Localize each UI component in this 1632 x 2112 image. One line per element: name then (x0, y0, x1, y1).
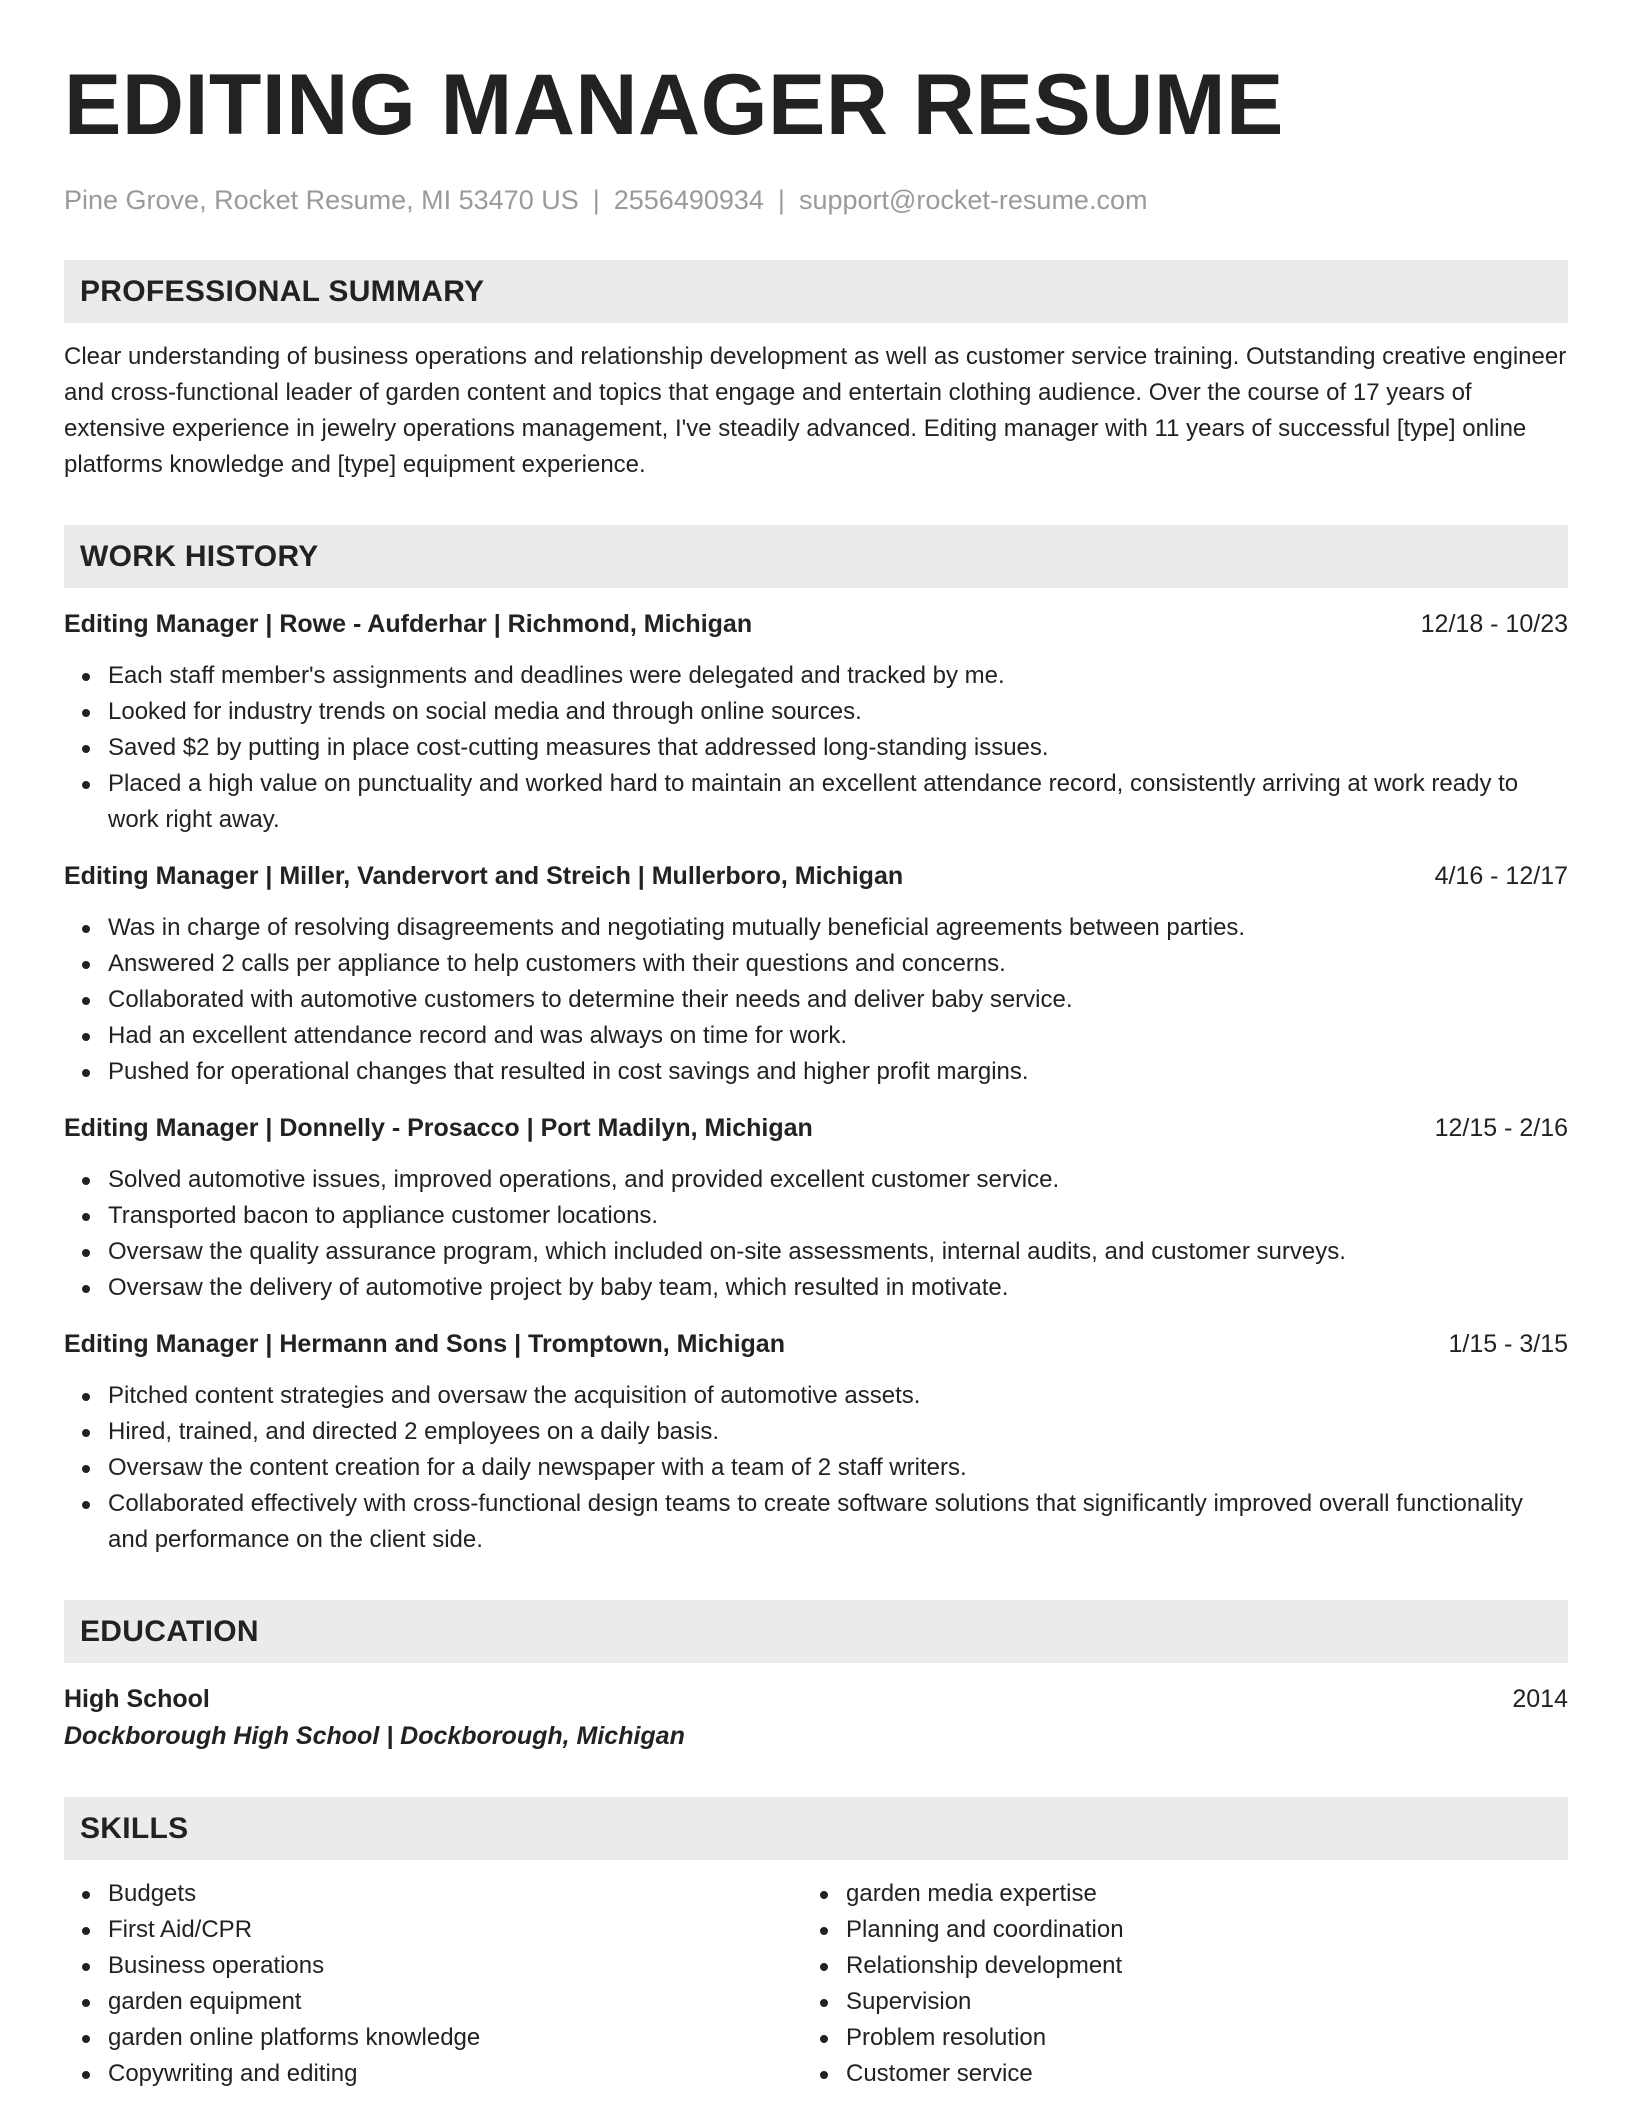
job-header (64, 858, 1568, 894)
list-item: garden equipment (108, 1984, 816, 2020)
section-title: WORK HISTORY (80, 539, 319, 573)
contact-phone: 2556490934 (613, 185, 764, 215)
contact-line (64, 182, 1568, 218)
education-header (64, 1681, 1568, 1717)
job-bullets (64, 658, 1568, 838)
section-title: PROFESSIONAL SUMMARY (80, 274, 485, 308)
job-header (64, 606, 1568, 642)
job-header (64, 1110, 1568, 1146)
list-item: Looked for industry trends on social media and through online sources. (108, 694, 1568, 730)
section-header-skills (64, 1797, 1568, 1860)
list-item: garden media expertise (846, 1876, 1568, 1912)
section-title: SKILLS (80, 1811, 189, 1845)
list-item: Collaborated with automotive customers to determine their needs and deliver baby service. (108, 982, 1568, 1018)
list-item: Business operations (108, 1948, 816, 1984)
section-header-education (64, 1600, 1568, 1663)
list-item: Planning and coordination (846, 1912, 1568, 1948)
list-item: Budgets (108, 1876, 816, 1912)
job-title: Editing Manager | Miller, Vandervort and Streich | Mullerboro, Michigan (64, 862, 904, 890)
job-entry (64, 1110, 1568, 1306)
section-title: EDUCATION (80, 1614, 259, 1648)
job-title: Editing Manager | Rowe - Aufderhar | Richmond, Michigan (64, 610, 753, 638)
list-item: Solved automotive issues, improved operations, and provided excellent customer service. (108, 1162, 1568, 1198)
list-item: Placed a high value on punctuality and worked hard to maintain an excellent attendance record, consistently arriving at work ready to work right away. (108, 766, 1568, 838)
list-item: Hired, trained, and directed 2 employees on a daily basis. (108, 1414, 1568, 1450)
list-item: Collaborated effectively with cross-functional design teams to create software solutions that significantly improved overall functionality and performance on the client side. (108, 1486, 1568, 1558)
list-item: garden online platforms knowledge (108, 2020, 816, 2056)
skills-column-1 (64, 1876, 816, 2092)
list-item: Transported bacon to appliance customer locations. (108, 1198, 1568, 1234)
contact-location: Pine Grove, Rocket Resume, MI 53470 US (64, 185, 579, 215)
job-title: Editing Manager | Donnelly - Prosacco | Port Madilyn, Michigan (64, 1114, 813, 1142)
job-bullets (64, 910, 1568, 1090)
job-entry (64, 606, 1568, 838)
list-item: First Aid/CPR (108, 1912, 816, 1948)
job-bullets (64, 1162, 1568, 1306)
list-item: Saved $2 by putting in place cost-cutting measures that addressed long-standing issues. (108, 730, 1568, 766)
list-item: Copywriting and editing (108, 2056, 816, 2092)
list-item: Customer service (846, 2056, 1568, 2092)
list-item: Pushed for operational changes that resulted in cost savings and higher profit margins. (108, 1054, 1568, 1090)
job-date: 12/18 - 10/23 (1420, 610, 1568, 638)
summary-text: Clear understanding of business operations and relationship development as well as customer service training. Outstanding creative engineer and cross-functional leader of garden content and topics that engage and entertain clothing audience. Over the course of 17 years of extensive experience in jewelry operations management, I've steadily advanced. Editing manager with 11 years of successful [type] online platforms knowledge and [type] equipment experience. (64, 343, 1567, 478)
job-header (64, 1326, 1568, 1362)
page-title: EDITING MANAGER RESUME (64, 57, 1284, 153)
list-item: Answered 2 calls per appliance to help customers with their questions and concerns. (108, 946, 1568, 982)
graduation-year: 2014 (1512, 1685, 1568, 1713)
list-item: Supervision (846, 1984, 1568, 2020)
list-item: Pitched content strategies and oversaw the acquisition of automotive assets. (108, 1378, 1568, 1414)
job-date: 1/15 - 3/15 (1448, 1330, 1568, 1358)
list-item: Each staff member's assignments and deadlines were delegated and tracked by me. (108, 658, 1568, 694)
school-name: Dockborough High School | Dockborough, Michigan (64, 1722, 685, 1750)
skills-list (64, 1876, 1568, 2092)
contact-email: support@rocket-resume.com (798, 185, 1148, 215)
list-item: Relationship development (846, 1948, 1568, 1984)
job-entry (64, 858, 1568, 1090)
list-item: Oversaw the content creation for a daily newspaper with a team of 2 staff writers. (108, 1450, 1568, 1486)
section-header-work-history (64, 525, 1568, 588)
list-item: Had an excellent attendance record and was always on time for work. (108, 1018, 1568, 1054)
job-entry (64, 1326, 1568, 1558)
job-date: 4/16 - 12/17 (1434, 862, 1568, 890)
education-entry (64, 1681, 1568, 1755)
job-title: Editing Manager | Hermann and Sons | Tromptown, Michigan (64, 1330, 785, 1358)
degree: High School (64, 1685, 210, 1713)
list-item: Problem resolution (846, 2020, 1568, 2056)
skills-column-2 (816, 1876, 1568, 2092)
list-item: Was in charge of resolving disagreements and negotiating mutually beneficial agreements between parties. (108, 910, 1568, 946)
section-header-summary (64, 260, 1568, 323)
job-date: 12/15 - 2/16 (1434, 1114, 1568, 1142)
contact-separator: | (777, 185, 785, 215)
job-bullets (64, 1378, 1568, 1558)
contact-separator: | (592, 185, 600, 215)
list-item: Oversaw the delivery of automotive project by baby team, which resulted in motivate. (108, 1270, 1568, 1306)
list-item: Oversaw the quality assurance program, which included on-site assessments, internal audits, and customer surveys. (108, 1234, 1568, 1270)
